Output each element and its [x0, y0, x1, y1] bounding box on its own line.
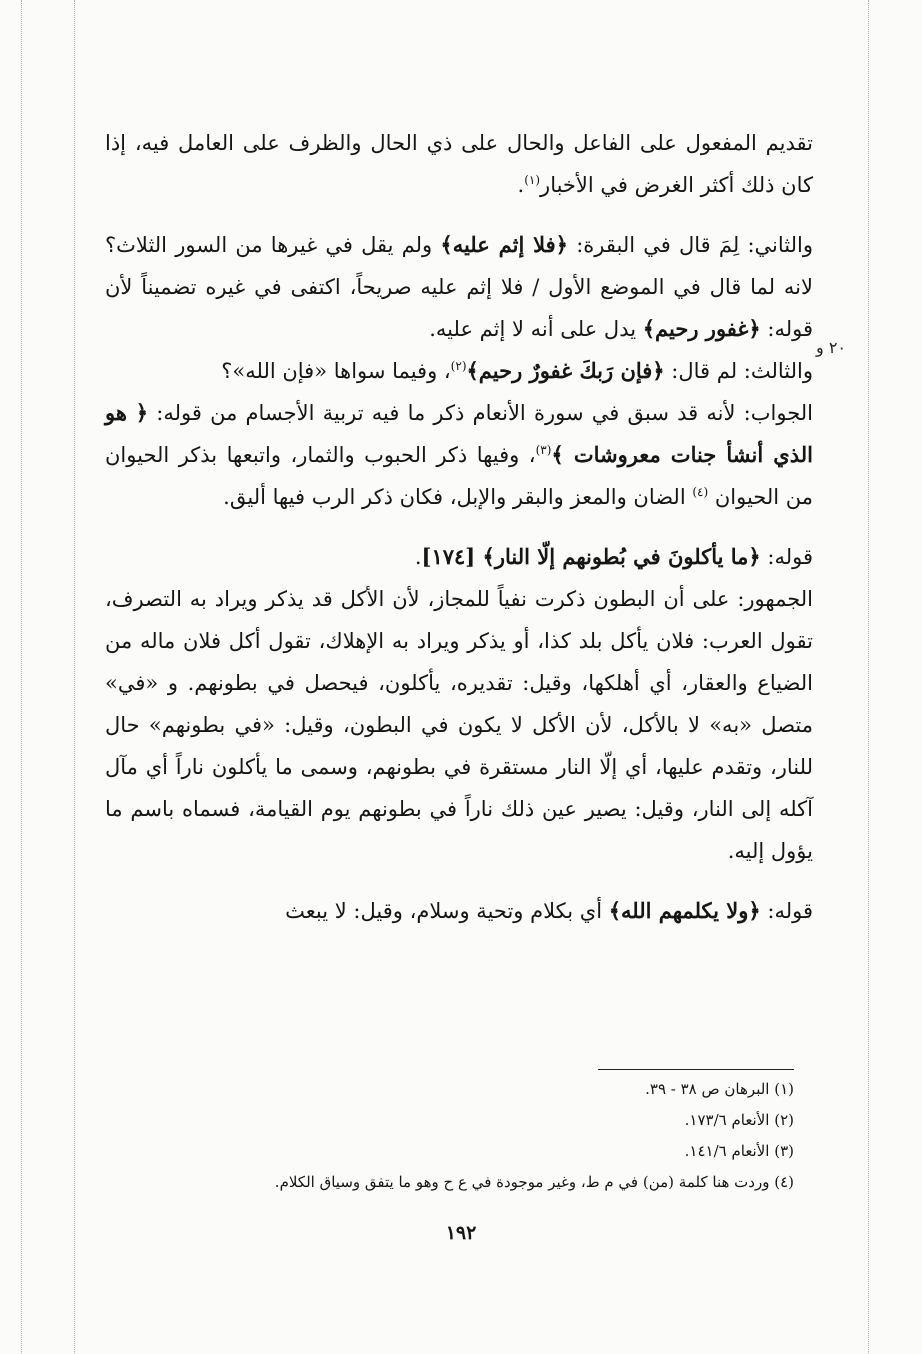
- footnote: (٢) الأنعام ١٧٣/٦.: [684, 1111, 794, 1129]
- paragraph-1: تقديم المفعول على الفاعل والحال على ذي الحال والظرف على العامل فيه، إذا كان ذلك أكثر الغرض في الأخبار$^{(١)}$.: [105, 131, 813, 197]
- margin-dotted-line: [74, 0, 75, 1354]
- paragraph-4: الجواب: لأنه قد سبق في سورة الأنعام ذكر ما فيه تربية الأجسام من قوله: ﴿ هو الذي أنشأ جنات معروشات ﴾$^{(٣)}$، وفيها ذكر الحبوب والثمار، واتبعها بذكر الحيوان من الحيوان $^{(٤)}$ الضان والمعز والبقر والإبل، فكان ذكر الرب فيها أليق.: [105, 400, 814, 509]
- footnote-ref: (٣): [535, 443, 552, 457]
- paragraph-2: والثاني: لِمَ قال في البقرة: ﴿فلا إثم عليه﴾ ولم يقل في غيرها من السور الثلاث؟ لانه لما قال في الموضع الأول / فلا إثم عليه صريحاً، اكتفى في غيره تضميناً لأن قوله: ﴿غفور رحيم﴾ يدل على أنه لا إثم عليه.: [105, 232, 813, 341]
- footnote: (١) البرهان ص ٣٨ - ٣٩.: [645, 1080, 794, 1098]
- paragraph-6: الجمهور: على أن البطون ذكرت نفياً للمجاز، لأن الأكل قد يذكر ويراد به التصرف، تقول العرب: فلان يأكل بلد كذا، أو يذكر ويراد به الإهلاك، تقول أكل فلان ماله من الضياع والعقار، أي أهلكها، وقيل: تقديره، يأكلون، فيحصل في بطونهم. و «في» متصل «به» لا بالأكل، لأن الأكل لا يكون في البطون، وقيل: «في بطونهم» حال للنار، وتقدم عليها، أي إلّا النار مستقرة في بطونهم، وسمى ما يأكلون ناراً أي مآل آكله إلى النار، وقيل: يصير عين ذلك ناراً في بطونهم يوم القيامة، فسماه باسم ما يؤول إليه.: [105, 587, 813, 863]
- quran-quote: ﴿غفور رحيم﴾: [642, 316, 761, 341]
- quran-quote: ﴿ هو الذي أنشأ جنات معروشات ﴾: [105, 400, 813, 467]
- quran-quote: ﴿فإن رَبكَ غفورٌ رحيم﴾: [466, 358, 665, 383]
- quran-quote: ﴿فلا إثم عليه﴾: [440, 232, 568, 257]
- footnotes: [104, 1074, 794, 1198]
- footnote-separator: [598, 1069, 794, 1070]
- margin-dotted-line: [868, 0, 869, 1354]
- quran-quote: ﴿ولا يكلمهم الله﴾: [608, 898, 761, 923]
- paragraph-5: قوله: ﴿ما يأكلونَ في بُطونهم إلّا النار﴾ [١٧٤].: [414, 544, 813, 569]
- footnote-ref: (٢): [450, 359, 467, 373]
- footnote-ref: (١): [524, 173, 541, 187]
- quran-quote: ﴿ما يأكلونَ في بُطونهم إلّا النار﴾ [١٧٤]: [421, 544, 761, 569]
- margin-dotted-line: [21, 0, 22, 1354]
- page-number: ١٩٢: [445, 1222, 477, 1244]
- footnote: (٣) الأنعام ١٤١/٦.: [684, 1142, 794, 1160]
- paragraph-7: قوله: ﴿ولا يكلمهم الله﴾ أي بكلام وتحية وسلام، وقيل: لا يبعث: [285, 898, 813, 923]
- footnote-ref: (٤): [692, 485, 709, 499]
- paragraph-3: والثالث: لم قال: ﴿فإن رَبكَ غفورٌ رحيم﴾$^{(٢)}$، وفيما سواها «فإن الله»؟: [221, 358, 813, 383]
- main-text: [105, 122, 813, 932]
- footnote: (٤) وردت هنا كلمة (من) في م ط، وغير موجودة في ع ح وهو ما يتفق وسياق الكلام.: [274, 1173, 794, 1191]
- manuscript-folio-marker: ٢٠ و: [816, 338, 846, 357]
